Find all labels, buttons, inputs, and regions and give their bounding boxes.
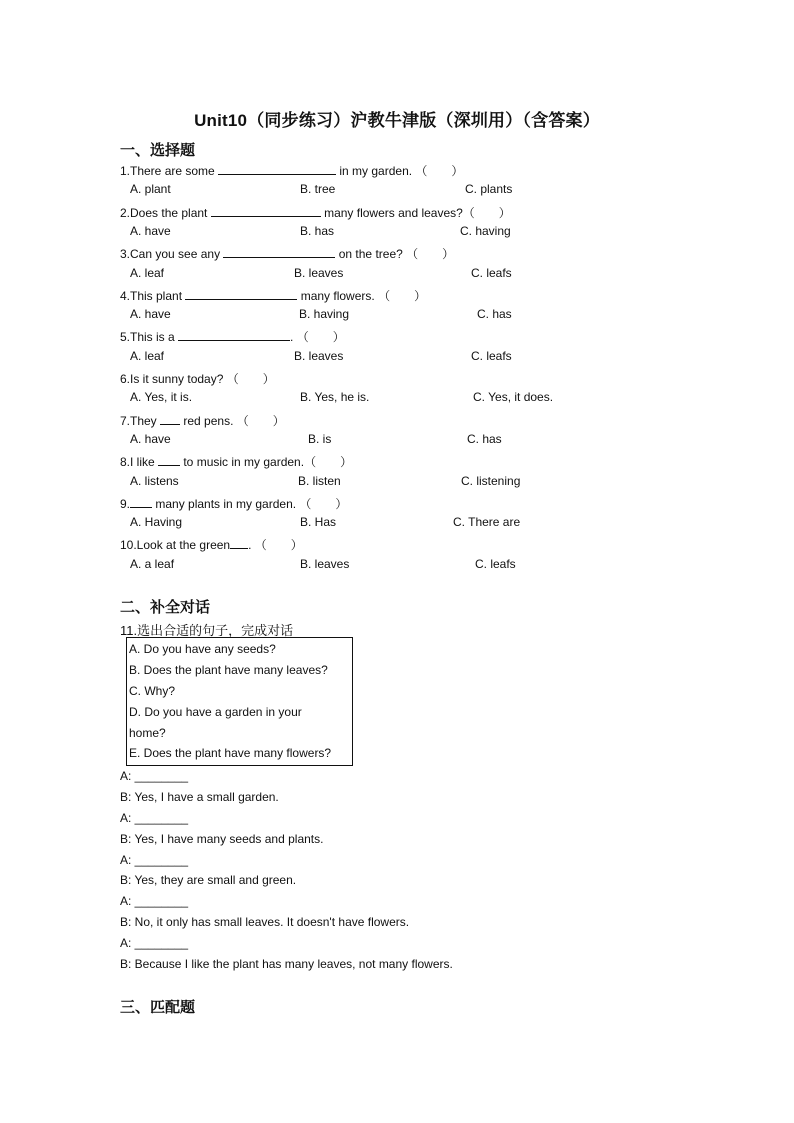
dialogue-line: B: Yes, I have many seeds and plants.: [120, 832, 324, 846]
option-b: B. leaves: [300, 557, 350, 571]
question-text: 10.Look at the green: [120, 538, 231, 552]
answer-blank: [211, 205, 321, 217]
question-text: on the tree? （ ）: [335, 247, 455, 261]
option-a: A. Having: [130, 515, 183, 529]
option-b: B. having: [299, 307, 350, 321]
question-5: [120, 328, 345, 345]
dialogue-line: A: ________: [120, 936, 189, 950]
question-text: 3.Can you see any: [120, 247, 224, 261]
question-text: 6.Is it sunny today? （ ）: [120, 372, 275, 386]
answer-blank: [160, 413, 180, 425]
options-box: [126, 637, 353, 766]
option-a: A. Yes, it is.: [130, 390, 193, 404]
box-option: A. Do you have any seeds?: [129, 642, 276, 656]
question-text: many flowers. （ ）: [297, 289, 427, 303]
option-c: C. leafs: [471, 349, 512, 363]
option-b: B. Yes, he is.: [300, 390, 370, 404]
dialogue-line: A: ________: [120, 853, 189, 867]
option-b: B. is: [308, 432, 332, 446]
answer-blank: [223, 246, 335, 258]
dialogue-line: B: Yes, they are small and green.: [120, 873, 297, 887]
question-text: many plants in my garden. （ ）: [152, 497, 348, 511]
section-heading-multiple-choice: 一、选择题: [120, 142, 196, 159]
question-4: [120, 287, 426, 304]
dialogue-line: A: ________: [120, 769, 189, 783]
question-6: [120, 370, 275, 387]
option-a: A. have: [130, 432, 171, 446]
question-8: [120, 453, 352, 470]
question-3: [120, 245, 454, 262]
option-c: C. Yes, it does.: [473, 390, 554, 404]
dialogue-line: A: ________: [120, 811, 189, 825]
section-heading-dialogue: 二、补全对话: [120, 599, 211, 616]
option-c: C. has: [477, 307, 512, 321]
dialogue-line: B: Because I like the plant has many leaves, not many flowers.: [120, 957, 453, 971]
option-c: C. having: [460, 224, 511, 238]
box-option: C. Why?: [129, 684, 176, 698]
option-a: A. have: [130, 224, 171, 238]
dialogue-line: B: No, it only has small leaves. It doesn't have flowers.: [120, 915, 410, 929]
question-text: 1.There are some: [120, 164, 219, 178]
page-title: Unit10（同步练习）沪教牛津版（深圳用）（含答案）: [194, 111, 600, 130]
question-text: 8.I like: [120, 455, 159, 469]
question-7: [120, 412, 285, 429]
box-option: B. Does the plant have many leaves?: [129, 663, 328, 677]
option-a: A. a leaf: [130, 557, 175, 571]
answer-blank: [158, 454, 180, 466]
option-b: B. has: [300, 224, 335, 238]
question-text: 7.They: [120, 414, 161, 428]
question-9: [120, 495, 347, 512]
option-b: B. leaves: [294, 266, 344, 280]
answer-blank: [185, 288, 297, 300]
question-text: . （ ）: [248, 538, 303, 552]
section-heading-matching: 三、匹配题: [120, 999, 196, 1016]
dialogue-line: A: ________: [120, 894, 189, 908]
answer-blank: [218, 163, 336, 175]
option-c: C. plants: [465, 182, 513, 196]
question-text: 2.Does the plant: [120, 206, 211, 220]
option-a: A. plant: [130, 182, 171, 196]
question-text: many flowers and leaves?（ ）: [320, 206, 511, 220]
question-text: in my garden. （ ）: [336, 164, 464, 178]
question-text: 5.This is a: [120, 330, 179, 344]
answer-blank: [178, 329, 290, 341]
option-b: B. leaves: [294, 349, 344, 363]
box-option: D. Do you have a garden in your: [129, 705, 302, 719]
answer-blank: [230, 537, 248, 549]
option-b: B. listen: [298, 474, 341, 488]
answer-blank: [130, 496, 152, 508]
question-2: [120, 204, 511, 221]
option-c: C. leafs: [475, 557, 516, 571]
question-text: 4.This plant: [120, 289, 186, 303]
option-b: B. Has: [300, 515, 337, 529]
option-b: B. tree: [300, 182, 336, 196]
option-c: C. leafs: [471, 266, 512, 280]
box-option: E. Does the plant have many flowers?: [129, 746, 332, 760]
question-text: red pens. （ ）: [180, 414, 285, 428]
dialogue-line: B: Yes, I have a small garden.: [120, 790, 279, 804]
question-text: to music in my garden.（ ）: [180, 455, 353, 469]
box-option: home?: [129, 726, 166, 740]
question-text: . （ ）: [290, 330, 345, 344]
question-10: [120, 536, 303, 553]
option-a: A. leaf: [130, 349, 165, 363]
option-a: A. have: [130, 307, 171, 321]
option-c: C. listening: [461, 474, 521, 488]
question-text: 9.: [120, 497, 131, 511]
question-1: [120, 162, 463, 179]
option-a: A. leaf: [130, 266, 165, 280]
option-c: C. has: [467, 432, 502, 446]
option-c: C. There are: [453, 515, 521, 529]
option-a: A. listens: [130, 474, 179, 488]
dialogue-instruction: 11.选出合适的句子，完成对话: [120, 623, 294, 638]
